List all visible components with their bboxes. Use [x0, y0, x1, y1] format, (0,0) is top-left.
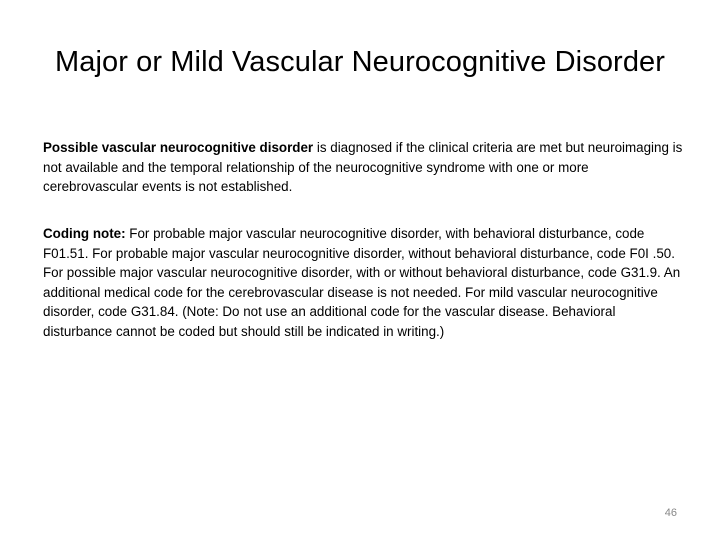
- possible-diagnosis-paragraph: [43, 138, 683, 197]
- possible-diagnosis-text: is diagnosed if the clinical criteria are met but neuroimaging is not available and the temporal relationship of the neurocognitive syndrome with one or more cerebrovascular events is not established.: [43, 140, 683, 195]
- coding-note-lead: Coding note:: [43, 226, 126, 241]
- coding-note-text: For probable major vascular neurocognitive disorder, with behavioral disturbance, code F01.51. For probable major vascular neurocognitive disorder, without behavioral disturbance, code F0I .50. For possible major vascular neurocognitive disorder, with or without behavioral disturbance, code G31.9. An additional medical code for the cerebrovascular disease is not needed. For mild vascular neurocognitive disorder, code G31.84. (Note: Do not use an additional code for the vascular disease. Behavioral disturbance cannot be coded but should still be indicated in writing.): [43, 226, 681, 339]
- coding-note-paragraph: [43, 224, 683, 342]
- slide-title: Major or Mild Vascular Neurocognitive Disorder: [54, 46, 666, 78]
- possible-diagnosis-lead: Possible vascular neurocognitive disorder: [43, 140, 314, 155]
- page-number: 46: [664, 507, 677, 519]
